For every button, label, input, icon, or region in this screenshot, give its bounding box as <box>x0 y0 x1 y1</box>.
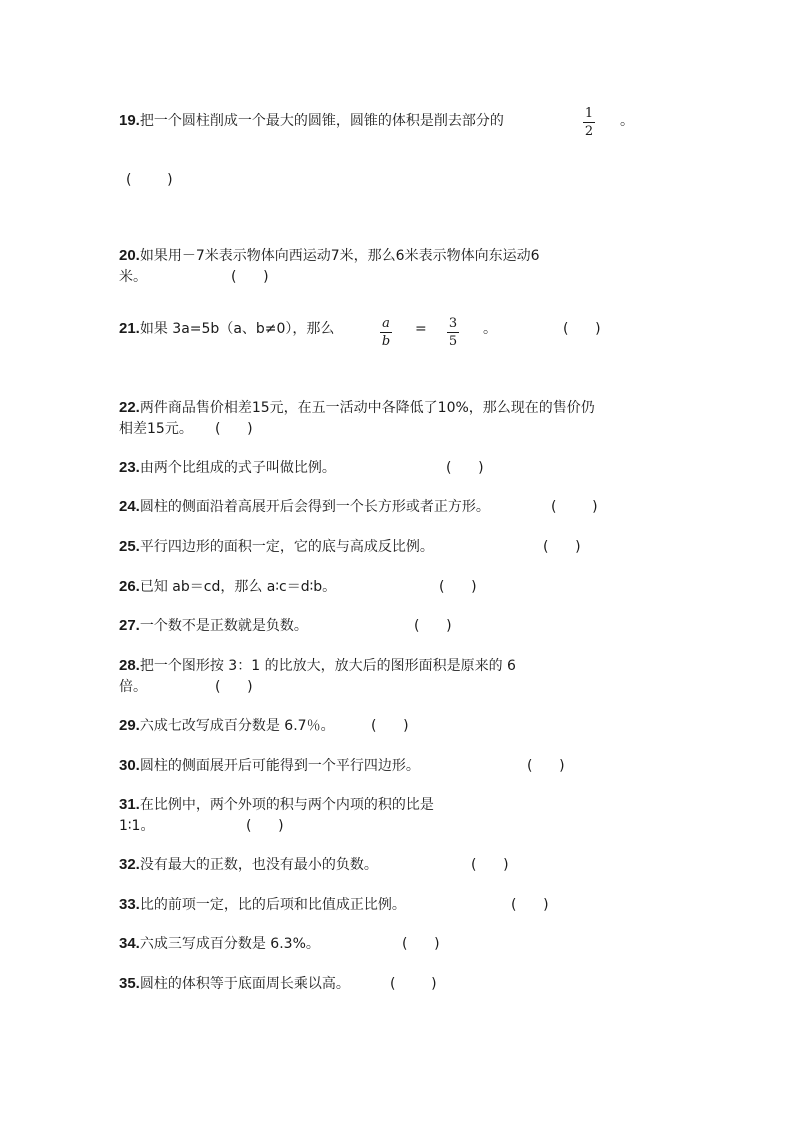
question-32 <box>119 855 378 875</box>
answer-parentheses[interactable]: ( ) <box>414 618 452 634</box>
answer-parentheses[interactable]: ( ) <box>390 976 437 992</box>
question-text-line2: 相差15元。 <box>119 421 193 437</box>
question-number: 23. <box>119 459 140 476</box>
answer-parentheses[interactable]: ( ) <box>215 679 253 695</box>
question-21 <box>119 319 334 339</box>
question-text-line1: 在比例中，两个外项的积与两个内项的积的比是 <box>139 797 434 813</box>
question-end-mark: 。 <box>620 113 634 129</box>
question-number: 29. <box>119 717 140 734</box>
answer-parentheses[interactable]: ( ) <box>126 172 173 188</box>
question-19 <box>119 111 504 131</box>
fraction-numerator: a <box>382 316 390 331</box>
question-33 <box>119 895 406 915</box>
answer-parentheses[interactable]: ( ) <box>439 579 477 595</box>
question-text: 一个数不是正数就是负数。 <box>139 618 308 634</box>
question-text: 如果 3a=5b（a、b≠0），那么 <box>139 321 335 337</box>
question-text: 圆柱的侧面沿着高展开后会得到一个长方形或者正方形。 <box>139 499 490 515</box>
question-number: 20. <box>119 247 140 264</box>
fraction-numerator: 3 <box>448 316 458 331</box>
question-number: 19. <box>119 112 140 129</box>
question-text: 没有最大的正数，也没有最小的负数。 <box>139 857 378 873</box>
question-text-line2: 倍。 <box>119 679 147 695</box>
answer-parentheses[interactable]: ( ) <box>511 897 549 913</box>
question-number: 24. <box>119 498 140 515</box>
question-24 <box>119 497 490 517</box>
question-25 <box>119 537 434 557</box>
question-text: 比的前项一定，比的后项和比值成正比例。 <box>139 897 406 913</box>
fraction-denominator: b <box>381 334 391 349</box>
answer-parentheses[interactable]: ( ) <box>215 421 253 437</box>
question-text: 把一个圆柱削成一个最大的圆锥，圆锥的体积是削去部分的 <box>139 113 504 129</box>
fraction-bar <box>583 122 595 123</box>
question-text: 六成七改写成百分数是 6.7％。 <box>139 718 335 734</box>
question-29 <box>119 716 335 736</box>
question-number: 31. <box>119 796 140 813</box>
answer-parentheses[interactable]: ( ) <box>471 857 509 873</box>
answer-parentheses[interactable]: ( ) <box>551 499 598 515</box>
question-text: 平行四边形的面积一定，它的底与高成反比例。 <box>139 539 434 555</box>
question-30 <box>119 756 420 776</box>
answer-parentheses[interactable]: ( ) <box>446 460 484 476</box>
answer-parentheses[interactable]: ( ) <box>527 758 565 774</box>
question-text-line1: 把一个图形按 3：1 的比放大，放大后的图形面积是原来的 6 <box>139 658 516 674</box>
question-number: 27. <box>119 617 140 634</box>
question-text: 已知 ab＝cd，那么 a∶c＝d∶b。 <box>139 579 337 595</box>
question-28 <box>119 656 516 676</box>
question-22 <box>119 398 595 418</box>
answer-parentheses[interactable]: ( ) <box>246 818 284 834</box>
question-number: 22. <box>119 399 140 416</box>
question-text-line1: 两件商品售价相差15元，在五一活动中各降低了10%，那么现在的售价仍 <box>139 400 595 416</box>
question-number: 21. <box>119 320 140 337</box>
fraction-three-fifths <box>447 316 459 349</box>
question-26 <box>119 577 336 597</box>
answer-parentheses[interactable]: ( ) <box>402 936 440 952</box>
question-35 <box>119 974 350 994</box>
question-text-line2: 1∶1。 <box>119 818 155 834</box>
question-27 <box>119 616 308 636</box>
question-20 <box>119 246 540 266</box>
question-34 <box>119 934 320 954</box>
question-text: 六成三写成百分数是 6.3%。 <box>139 936 320 952</box>
fraction-a-over-b <box>380 316 392 349</box>
question-number: 34. <box>119 935 140 952</box>
question-text: 圆柱的体积等于底面周长乘以高。 <box>139 976 350 992</box>
question-23 <box>119 458 336 478</box>
fraction-bar <box>380 332 392 333</box>
answer-parentheses[interactable]: ( ) <box>371 718 409 734</box>
question-text: 由两个比组成的式子叫做比例。 <box>139 460 336 476</box>
fraction-denominator: 2 <box>584 124 594 139</box>
fraction-one-half <box>583 106 595 139</box>
question-number: 35. <box>119 975 140 992</box>
question-end-mark: 。 <box>483 321 497 337</box>
question-number: 25. <box>119 538 140 555</box>
question-31 <box>119 795 434 815</box>
question-number: 26. <box>119 578 140 595</box>
question-text: 圆柱的侧面展开后可能得到一个平行四边形。 <box>139 758 420 774</box>
fraction-bar <box>447 332 459 333</box>
answer-parentheses[interactable]: ( ) <box>231 269 269 285</box>
question-number: 33. <box>119 896 140 913</box>
question-text-line1: 如果用－7米表示物体向西运动7米，那么6米表示物体向东运动6 <box>139 248 540 264</box>
answer-parentheses[interactable]: ( ) <box>563 321 601 337</box>
answer-parentheses[interactable]: ( ) <box>543 539 581 555</box>
fraction-denominator: 5 <box>448 334 458 349</box>
question-number: 30. <box>119 757 140 774</box>
question-text-line2: 米。 <box>119 269 147 285</box>
question-number: 28. <box>119 657 140 674</box>
equals-sign: = <box>415 321 427 337</box>
fraction-numerator: 1 <box>584 106 594 121</box>
question-number: 32. <box>119 856 140 873</box>
